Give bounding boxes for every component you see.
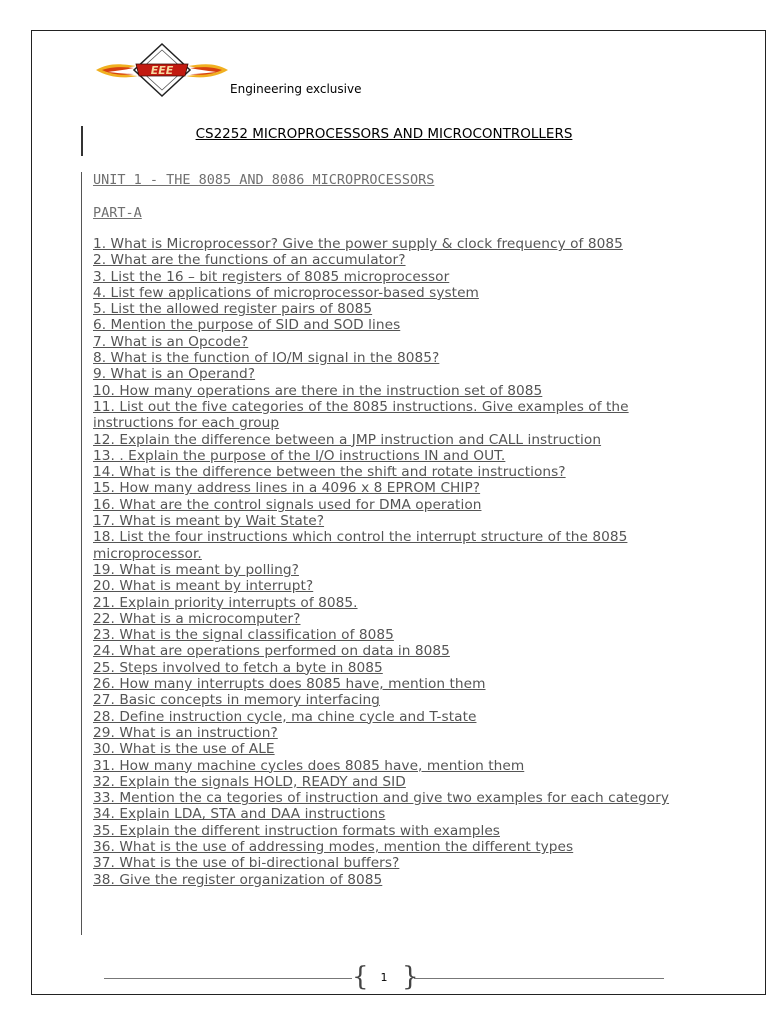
- unit-heading[interactable]: UNIT 1 - THE 8085 AND 8086 MICROPROCESSORS: [93, 172, 435, 188]
- question-item[interactable]: 24. What are operations performed on data in 8085: [93, 643, 450, 660]
- tagline: Engineering exclusive: [230, 82, 362, 96]
- question-item[interactable]: 32. Explain the signals HOLD, READY and SID: [93, 773, 406, 790]
- question-item[interactable]: 19. What is meant by polling?: [93, 561, 299, 578]
- footer-rule-left: [104, 978, 352, 979]
- question-item[interactable]: 23. What is the signal classification of 8085: [93, 627, 394, 644]
- question-item[interactable]: 27. Basic concepts in memory interfacing: [93, 692, 380, 709]
- question-item[interactable]: 30. What is the use of ALE: [93, 741, 275, 758]
- footer-rule-right: [414, 978, 664, 979]
- question-item[interactable]: 17. What is meant by Wait State?: [93, 513, 325, 530]
- question-item[interactable]: 18. List the four instructions which control the interrupt structure of the 8085 microprocessor.: [93, 529, 628, 562]
- question-item[interactable]: 29. What is an instruction?: [93, 724, 278, 741]
- question-item[interactable]: 34. Explain LDA, STA and DAA instructions: [93, 806, 386, 823]
- question-item[interactable]: 2. What are the functions of an accumulator?: [93, 252, 406, 269]
- question-item[interactable]: 26. How many interrupts does 8085 have, mention them: [93, 676, 486, 693]
- question-item[interactable]: 13. . Explain the purpose of the I/O instructions IN and OUT.: [93, 447, 506, 464]
- question-item[interactable]: 4. List few applications of microprocessor-based system: [93, 284, 479, 301]
- question-item[interactable]: 16. What are the control signals used for DMA operation: [93, 496, 482, 513]
- question-item[interactable]: 25. Steps involved to fetch a byte in 8085: [93, 659, 383, 676]
- question-item[interactable]: 36. What is the use of addressing modes, mention the different types: [93, 838, 574, 855]
- question-item[interactable]: 38. Give the register organization of 8085: [93, 871, 383, 888]
- right-brace-icon: }: [402, 962, 419, 992]
- question-item[interactable]: 1. What is Microprocessor? Give the power supply & clock frequency of 8085: [93, 236, 623, 252]
- left-brace-icon: {: [352, 962, 369, 992]
- question-item[interactable]: 14. What is the difference between the shift and rotate instructions?: [93, 464, 566, 481]
- page-number: 1: [380, 971, 388, 984]
- question-item[interactable]: 11. List out the five categories of the 8085 instructions. Give examples of the instructions for each group: [93, 398, 629, 432]
- content-margin-bar: [81, 172, 82, 935]
- document-title: CS2252 MICROPROCESSORS AND MICROCONTROLLERS: [195, 126, 573, 142]
- question-item[interactable]: 7. What is an Opcode?: [93, 333, 249, 350]
- eee-logo: [92, 42, 232, 98]
- question-item[interactable]: 37. What is the use of bi-directional buffers?: [93, 855, 400, 872]
- question-item[interactable]: 5. List the allowed register pairs of 8085: [93, 301, 373, 318]
- question-list: [93, 236, 678, 888]
- question-item[interactable]: 6. Mention the purpose of SID and SOD lines: [93, 317, 401, 334]
- question-item[interactable]: 21. Explain priority interrupts of 8085.: [93, 594, 358, 611]
- question-item[interactable]: 33. Mention the ca tegories of instruction and give two examples for each category: [93, 790, 670, 807]
- question-item[interactable]: 12. Explain the difference between a JMP instruction and CALL instruction: [93, 431, 602, 448]
- question-item[interactable]: 20. What is meant by interrupt?: [93, 578, 314, 595]
- question-item[interactable]: 9. What is an Operand?: [93, 366, 256, 383]
- logo-text: EEE: [150, 64, 174, 77]
- question-item[interactable]: 31. How many machine cycles does 8085 have, mention them: [93, 757, 525, 774]
- part-heading[interactable]: PART-A: [93, 205, 142, 221]
- question-item[interactable]: 8. What is the function of IO/M signal in the 8085?: [93, 350, 440, 367]
- question-item[interactable]: 10. How many operations are there in the instruction set of 8085: [93, 382, 543, 399]
- question-item[interactable]: 15. How many address lines in a 4096 x 8 EPROM CHIP?: [93, 480, 481, 497]
- question-item[interactable]: 22. What is a microcomputer?: [93, 610, 301, 627]
- question-item[interactable]: 3. List the 16 – bit registers of 8085 microprocessor: [93, 268, 450, 285]
- question-item[interactable]: 28. Define instruction cycle, ma chine cycle and T-state: [93, 708, 477, 725]
- question-item[interactable]: 35. Explain the different instruction formats with examples: [93, 822, 500, 839]
